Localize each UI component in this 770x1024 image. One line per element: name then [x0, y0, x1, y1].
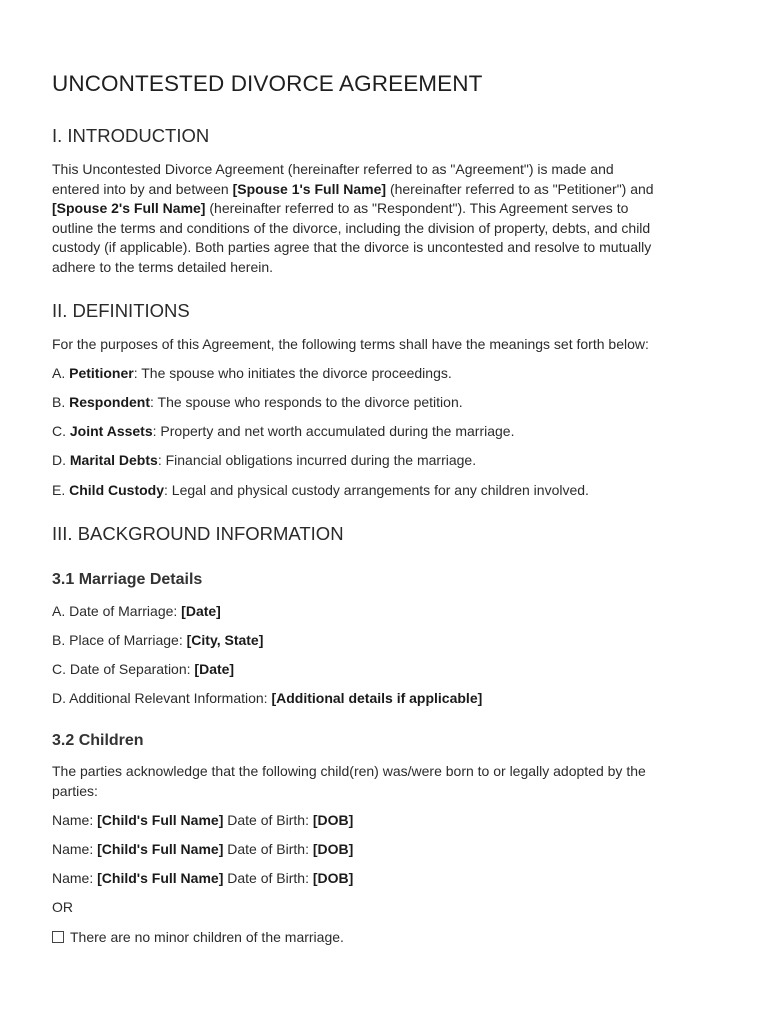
or-separator: OR [52, 899, 73, 915]
checkbox-icon[interactable] [52, 931, 64, 943]
intro-line-5: custody (if applicable). Both parties agree that the divorce is uncontested and resolve to mutually [52, 239, 652, 255]
marriage-detail-item: C. Date of Separation: [Date] [52, 661, 235, 677]
marriage-detail-item: A. Date of Marriage: [Date] [52, 603, 221, 619]
definition-item: C. Joint Assets: Property and net worth accumulated during the marriage. [52, 423, 515, 439]
marriage-detail-item: B. Place of Marriage: [City, State] [52, 632, 264, 648]
spouse-1-placeholder: [Spouse 1's Full Name] [232, 181, 387, 197]
definition-item: D. Marital Debts: Financial obligations incurred during the marriage. [52, 452, 477, 468]
background-heading: III. BACKGROUND INFORMATION [52, 523, 344, 544]
intro-line-3: [Spouse 2's Full Name] (hereinafter referred to as "Respondent"). This Agreement serves to [52, 200, 629, 216]
marriage-details-heading: 3.1 Marriage Details [52, 571, 203, 588]
child-row: Name: [Child's Full Name] Date of Birth: [DOB] [52, 870, 354, 886]
no-children-label: There are no minor children of the marriage. [70, 929, 344, 945]
definitions-lead: For the purposes of this Agreement, the following terms shall have the meanings set forth below: [52, 336, 649, 352]
marriage-detail-item: D. Additional Relevant Information: [Additional details if applicable] [52, 690, 483, 706]
children-heading: 3.2 Children [52, 732, 144, 749]
definition-item: E. Child Custody: Legal and physical custody arrangements for any children involved. [52, 482, 589, 498]
no-children-option[interactable] [52, 928, 344, 948]
definition-item: A. Petitioner: The spouse who initiates the divorce proceedings. [52, 365, 452, 381]
introduction-heading: I. INTRODUCTION [52, 125, 210, 146]
intro-line-1: This Uncontested Divorce Agreement (hereinafter referred to as "Agreement") is made and [52, 161, 614, 177]
spouse-2-placeholder: [Spouse 2's Full Name] [52, 200, 206, 216]
document-title: UNCONTESTED DIVORCE AGREEMENT [52, 71, 483, 96]
children-lead-line-1: The parties acknowledge that the following child(ren) was/were born to or legally adopted by the [52, 763, 646, 779]
child-row: Name: [Child's Full Name] Date of Birth: [DOB] [52, 812, 354, 828]
children-lead-line-2: parties: [52, 783, 98, 799]
definitions-heading: II. DEFINITIONS [52, 300, 190, 321]
intro-line-6: adhere to the terms detailed herein. [52, 259, 274, 275]
intro-line-2: entered into by and between [Spouse 1's Full Name] (hereinafter referred to as "Petitioner") and [52, 181, 654, 197]
child-row: Name: [Child's Full Name] Date of Birth: [DOB] [52, 841, 354, 857]
definition-item: B. Respondent: The spouse who responds to the divorce petition. [52, 394, 463, 410]
intro-line-4: outline the terms and conditions of the divorce, including the division of property, debts, and child [52, 220, 651, 236]
